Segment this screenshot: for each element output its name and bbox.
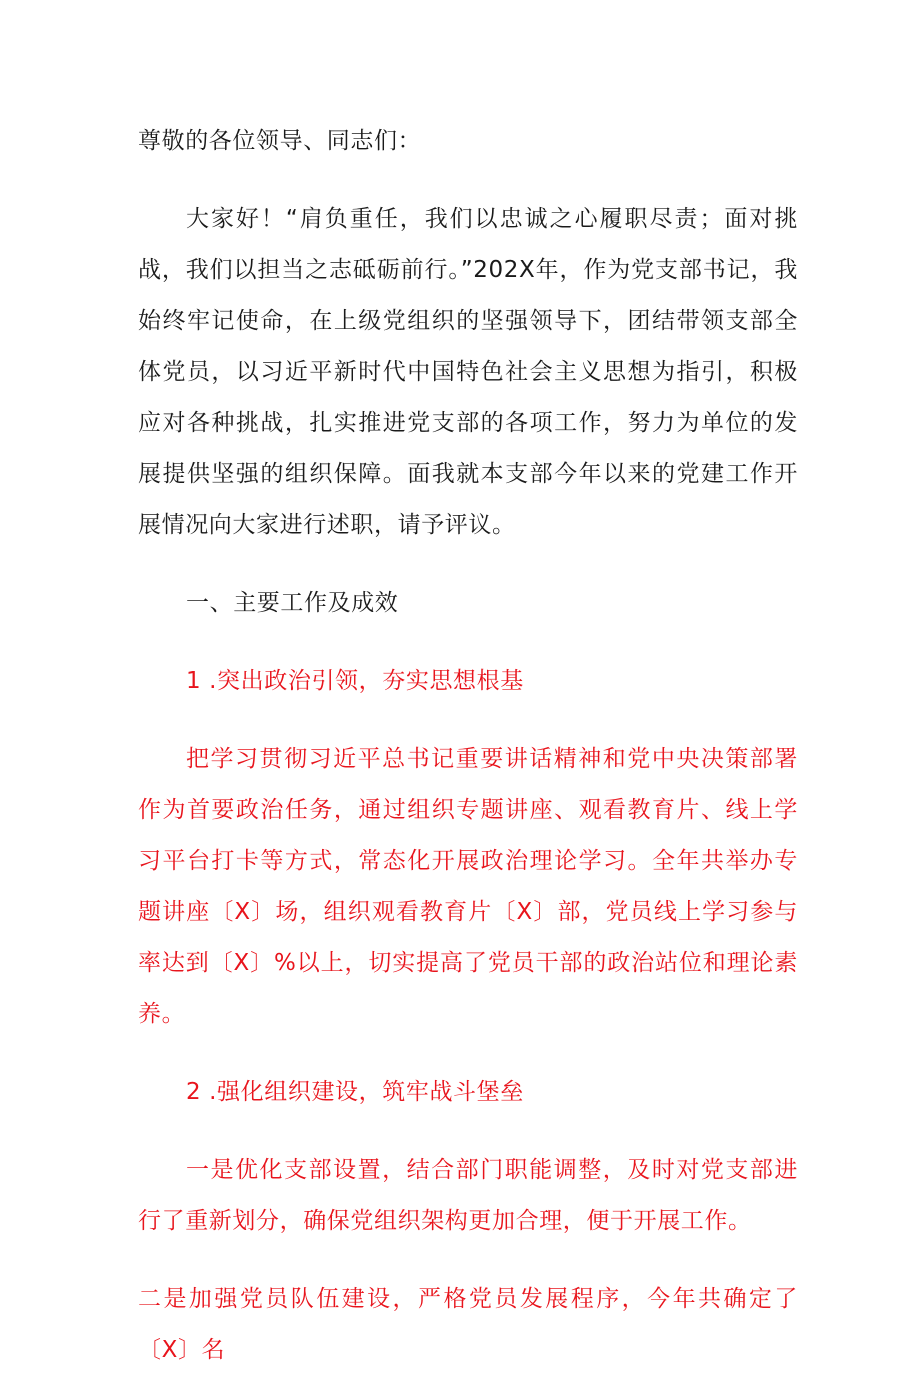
subsection-2-title: 2 .强化组织建设，筑牢战斗堡垒: [186, 1079, 524, 1105]
section-1-title: 一、主要工作及成效: [186, 590, 399, 616]
document-page: [138, 116, 798, 1376]
intro-paragraph: 大家好！“肩负重任，我们以忠诚之心履职尽责；面对挑战，我们以担当之志砥砺前行。”202X年，作为党支部书记，我始终牢记使命，在上级党组织的坚强领导下，团结带领支部全体党员，以习近平新时代中国特色社会主义思想为指引，积极应对各种挑战，扎实推进党支部的各项工作，努力为单位的发展提供坚强的组织保障。面我就本支部今年以来的党建工作开展情况向大家进行述职，请予评议。: [138, 206, 798, 538]
subsection-1-body: 把学习贯彻习近平总书记重要讲话精神和党中央决策部署作为首要政治任务，通过组织专题讲座、观看教育片、线上学习平台打卡等方式，常态化开展政治理论学习。全年共举办专题讲座〔X〕场，组织观看教育片〔X〕部，党员线上学习参与率达到〔X〕%以上，切实提高了党员干部的政治站位和理论素养。: [138, 746, 798, 1027]
salutation: 尊敬的各位领导、同志们：: [138, 128, 422, 154]
subsection-1-title: 1 .突出政治引领，夯实思想根基: [186, 668, 524, 694]
subsection-2-item-2: 二是加强党员队伍建设，严格党员发展程序，今年共确定了〔X〕名: [138, 1286, 798, 1363]
subsection-2-item-1: 一是优化支部设置，结合部门职能调整，及时对党支部进行了重新划分，确保党组织架构更加合理，便于开展工作。: [138, 1157, 798, 1234]
